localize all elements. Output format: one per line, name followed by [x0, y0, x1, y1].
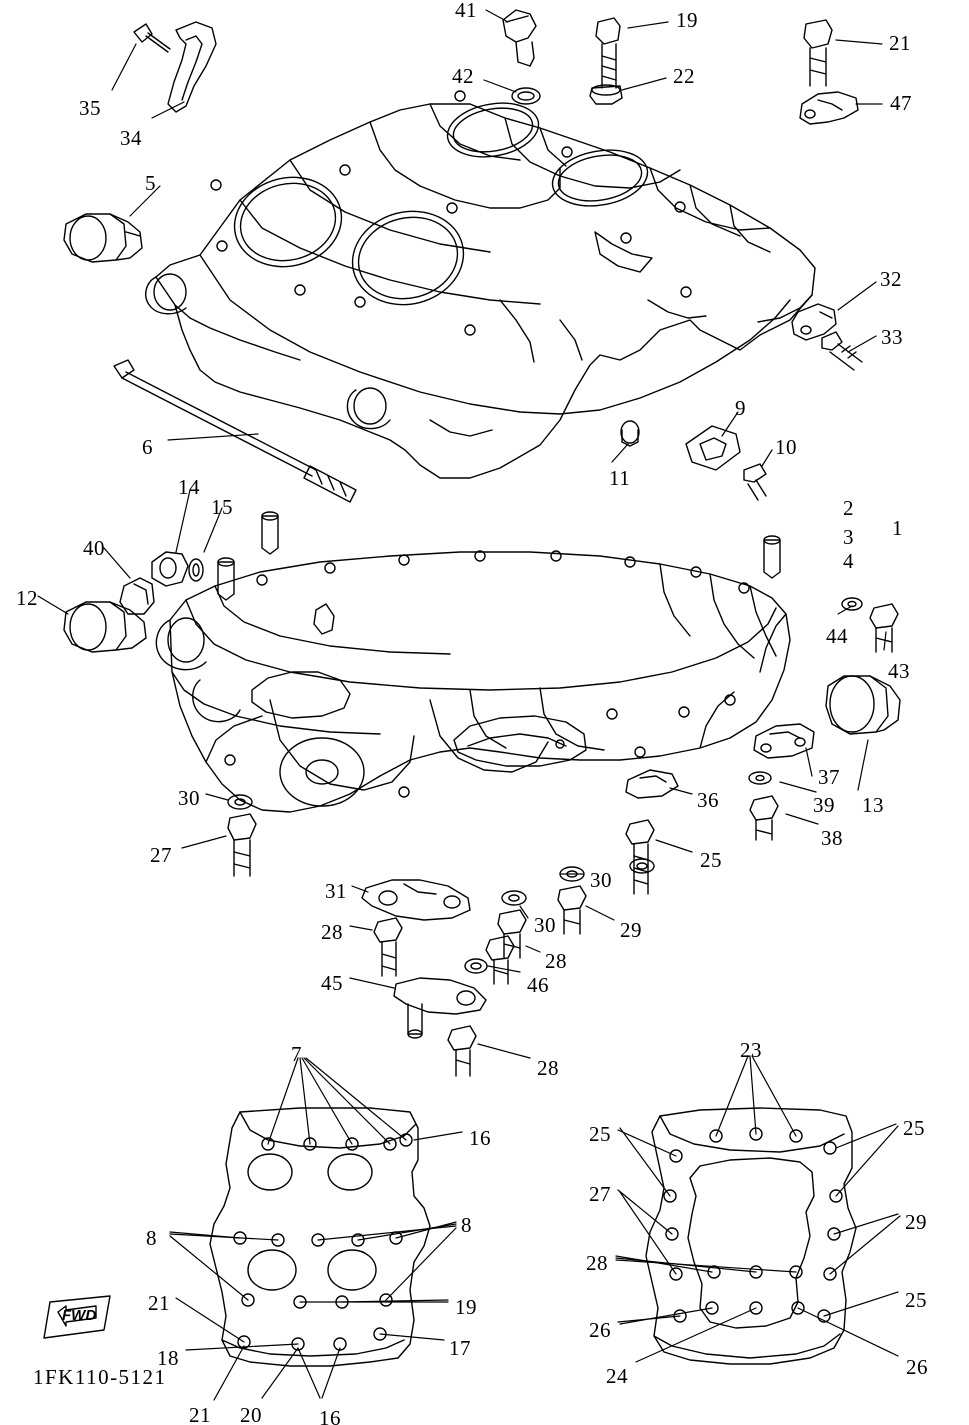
callout-number: 25 [905, 1288, 927, 1312]
callout-number: 1 [892, 516, 903, 540]
callout-number: 28 [537, 1056, 559, 1080]
callout-number: 26 [906, 1355, 928, 1379]
callout-number: 37 [818, 765, 840, 789]
callout-number: 19 [676, 8, 698, 32]
callout-number: 9 [735, 396, 746, 420]
part-44-washer [842, 598, 862, 610]
callout-number: 30 [534, 913, 556, 937]
leader-lines [38, 10, 900, 1400]
callout-number: 21 [189, 1403, 211, 1425]
callout-number: 34 [120, 126, 142, 150]
callout-number: 14 [178, 475, 200, 499]
callout-number: 31 [325, 879, 347, 903]
part-38-bolt [750, 796, 778, 840]
callout-number: 7 [291, 1042, 302, 1066]
callout-number: 17 [449, 1336, 471, 1360]
part-12-plug [64, 602, 146, 652]
part-29-bolt [558, 886, 586, 934]
callout-number: 11 [609, 466, 631, 490]
callout-number: 25 [903, 1116, 925, 1140]
callout-number: 39 [813, 793, 835, 817]
callout-number: 8 [461, 1213, 472, 1237]
callout-number: 29 [905, 1210, 927, 1234]
part-25-long-bolt [626, 820, 654, 894]
callout-number: 28 [321, 920, 343, 944]
part-37-bracket [754, 724, 814, 758]
callout-number: 27 [150, 843, 172, 867]
lower-crankcase-body [156, 551, 790, 812]
part-31-lever [362, 880, 470, 920]
callout-number: 5 [145, 171, 156, 195]
callout-number: 25 [589, 1122, 611, 1146]
callout-number: 13 [862, 793, 884, 817]
part-34-bracket [168, 22, 216, 112]
part-11-dowel [621, 421, 639, 446]
part-42-oring [512, 88, 540, 104]
callout-number: 26 [589, 1318, 611, 1342]
part-39-washer [749, 772, 771, 784]
part-13-plug [826, 676, 900, 734]
callout-number: 21 [889, 31, 911, 55]
callout-number: 35 [79, 96, 101, 120]
part-5-plug [64, 214, 142, 262]
part-19-bolt [596, 18, 620, 88]
callout-number: 41 [455, 0, 477, 22]
callout-number: 6 [142, 435, 153, 459]
callout-number: 36 [697, 788, 719, 812]
part-47-bracket [800, 92, 858, 124]
callout-number: 19 [455, 1295, 477, 1319]
callout-number: 15 [211, 495, 233, 519]
callout-number: 22 [673, 64, 695, 88]
callout-number: 29 [620, 918, 642, 942]
callout-number: 38 [821, 826, 843, 850]
torque-diagram-lower-case [646, 1108, 856, 1364]
part-14-collar [152, 552, 188, 586]
part-33-bolt [822, 332, 862, 370]
part-number-label: 1FK110-5121 [33, 1365, 167, 1389]
part-15-oring [189, 559, 203, 581]
callout-number: 4 [843, 549, 854, 573]
callout-number: 10 [775, 435, 797, 459]
callout-number: 23 [740, 1038, 762, 1062]
callout-number: 42 [452, 64, 474, 88]
callout-number: 45 [321, 971, 343, 995]
callout-number: 21 [148, 1291, 170, 1315]
callout-number: 27 [589, 1182, 611, 1206]
callout-number: 3 [843, 525, 854, 549]
callout-number: 47 [890, 91, 912, 115]
callout-number: 12 [16, 586, 38, 610]
callout-number: 32 [880, 267, 902, 291]
callout-number: 30 [178, 786, 200, 810]
callout-number: 16 [319, 1406, 341, 1425]
torque-diagram-upper-case [210, 1108, 430, 1366]
fwd-direction-label: FWD [62, 1307, 97, 1324]
part-46-oring [465, 959, 487, 973]
callout-number: 44 [826, 624, 848, 648]
callout-number: 40 [83, 536, 105, 560]
part-2-3-4-dowels [218, 512, 780, 600]
part-9-plate [686, 426, 740, 470]
part-22-washer [590, 85, 622, 104]
callout-number: 43 [888, 659, 910, 683]
part-35-screw [134, 24, 170, 52]
part-10-bolt [744, 464, 766, 500]
part-27-bolt [228, 814, 256, 876]
callout-number: 18 [157, 1346, 179, 1370]
callout-number: 25 [700, 848, 722, 872]
part-41-plug [503, 10, 536, 66]
callout-number: 20 [240, 1403, 262, 1425]
callout-number: 28 [545, 949, 567, 973]
callout-number: 2 [843, 496, 854, 520]
callout-number: 30 [590, 868, 612, 892]
callout-number: 33 [881, 325, 903, 349]
part-36-clip [626, 770, 678, 798]
callout-number: 16 [469, 1126, 491, 1150]
part-6-long-stud [114, 360, 356, 502]
part-21-bolt [804, 20, 832, 86]
callout-number: 28 [586, 1251, 608, 1275]
callout-number: 24 [606, 1364, 628, 1388]
upper-crankcase-body [146, 91, 815, 478]
callout-number: 8 [146, 1226, 157, 1250]
callout-number: 46 [527, 973, 549, 997]
